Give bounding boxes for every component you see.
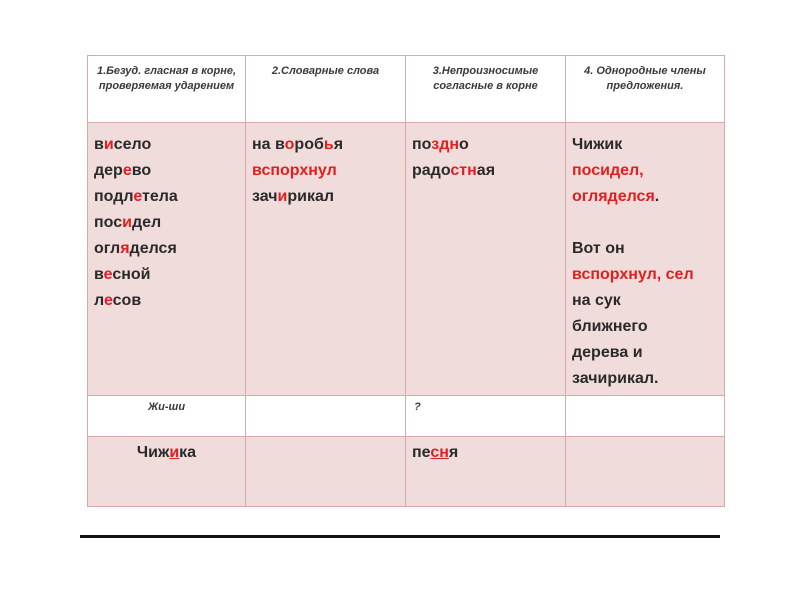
word-part: сной	[112, 266, 151, 283]
highlighted-letters: здн	[431, 136, 460, 153]
word-line	[572, 288, 724, 314]
word-line	[94, 210, 245, 236]
word-part: село	[113, 136, 152, 153]
zhi-shi-label: Жи-ши	[147, 401, 186, 413]
highlighted-letters: сн	[430, 444, 449, 461]
word-part: огл	[94, 240, 121, 257]
word-part: подл	[94, 188, 134, 205]
word-part: пос	[94, 214, 123, 231]
highlighted-letters: огляделся	[572, 188, 655, 205]
subheader-row	[88, 396, 725, 437]
word-line	[252, 158, 405, 184]
word-line	[412, 132, 565, 158]
subheader-cell	[566, 396, 725, 437]
word-part: л	[94, 292, 104, 309]
word-line	[572, 158, 724, 184]
highlighted-letters: е	[122, 162, 132, 179]
word-part: во	[131, 162, 152, 179]
examples-cell	[246, 437, 406, 507]
examples-row	[88, 437, 725, 507]
word-part: по	[412, 136, 432, 153]
header-col3: 3.Непроизносимые согласные в корне	[432, 65, 539, 92]
word-line	[572, 314, 724, 340]
word-line	[572, 236, 724, 262]
word-line	[94, 236, 245, 262]
header-col4: 4. Однородные члены предложения.	[584, 65, 706, 92]
spelling-table	[87, 55, 725, 507]
word-part: на в	[252, 136, 285, 153]
word-part: .	[654, 188, 660, 205]
word-part: дерева и	[572, 344, 643, 361]
bottom-rule	[80, 535, 720, 538]
header-cell	[88, 56, 246, 123]
subheader-cell	[88, 396, 246, 437]
header-cell	[406, 56, 566, 123]
examples-cell	[406, 437, 566, 507]
highlighted-letters: вспорхнул, сел	[572, 266, 694, 283]
word-line	[572, 184, 724, 210]
col2-cell	[246, 123, 406, 396]
highlighted-letters: е	[103, 292, 113, 309]
examples-cell	[88, 437, 246, 507]
word-line	[252, 184, 405, 210]
word-part: в	[94, 266, 104, 283]
word-part: ка	[179, 444, 197, 461]
highlighted-letters: и	[122, 214, 132, 231]
word-part: Чиж	[136, 444, 170, 461]
highlighted-letters: вспорхнул	[252, 162, 337, 179]
header-col1: 1.Безуд. гласная в корне, проверяемая ударением	[96, 65, 237, 92]
highlighted-letters: ь	[323, 136, 334, 153]
word-line	[94, 262, 245, 288]
sentence-gap	[572, 210, 724, 236]
word-part: роб	[294, 136, 324, 153]
word-part: ближнего	[572, 318, 648, 335]
col3-cell	[406, 123, 566, 396]
word-part: Вот он	[572, 240, 625, 257]
examples-cell	[566, 437, 725, 507]
question-mark: ?	[414, 401, 421, 413]
word-line	[94, 158, 245, 184]
col4-sentences	[566, 123, 724, 392]
word-part: радо	[412, 162, 451, 179]
word-part: зач	[252, 188, 278, 205]
word-line	[94, 288, 245, 314]
word-part: Чижик	[572, 136, 623, 153]
highlighted-letters: я	[120, 240, 130, 257]
header-cell	[566, 56, 725, 123]
word-part: дер	[94, 162, 123, 179]
word-part: в	[94, 136, 104, 153]
header-cell	[246, 56, 406, 123]
word-part: я	[333, 136, 344, 153]
word-part: на сук	[572, 292, 621, 309]
word-part: я	[448, 444, 459, 461]
word-part: зачирикал.	[572, 370, 659, 387]
highlighted-letters: посидел,	[572, 162, 644, 179]
word-line	[252, 132, 405, 158]
word-line	[94, 184, 245, 210]
sentence-1	[572, 132, 724, 210]
word-part: ая	[476, 162, 496, 179]
highlighted-letters: е	[133, 188, 143, 205]
word-line	[412, 158, 565, 184]
word-line	[572, 132, 724, 158]
highlighted-letters: и	[169, 444, 180, 461]
word-part: дел	[131, 214, 162, 231]
words-row	[88, 123, 725, 396]
word-line	[572, 340, 724, 366]
highlighted-letters: и	[277, 188, 288, 205]
word-part: сов	[112, 292, 142, 309]
word-part: делся	[129, 240, 177, 257]
sentence-2	[572, 236, 724, 392]
word-chizhika	[88, 437, 245, 462]
highlighted-letters: и	[103, 136, 114, 153]
col2-word-list	[246, 123, 405, 210]
header-row	[88, 56, 725, 123]
highlighted-letters: е	[103, 266, 113, 283]
word-part: тела	[142, 188, 178, 205]
word-part: рикал	[287, 188, 335, 205]
word-line	[94, 132, 245, 158]
highlighted-letters: о	[284, 136, 295, 153]
word-part: пе	[412, 444, 431, 461]
word-line	[572, 262, 724, 288]
word-line	[572, 366, 724, 392]
col1-cell	[88, 123, 246, 396]
header-col2: 2.Словарные слова	[271, 65, 380, 77]
col3-word-list	[406, 123, 565, 184]
col1-word-list	[88, 123, 245, 314]
word-part: о	[459, 136, 469, 153]
subheader-cell	[406, 396, 566, 437]
col4-cell	[566, 123, 725, 396]
word-pesnya	[406, 437, 565, 462]
highlighted-letters: стн	[450, 162, 477, 179]
subheader-cell	[246, 396, 406, 437]
